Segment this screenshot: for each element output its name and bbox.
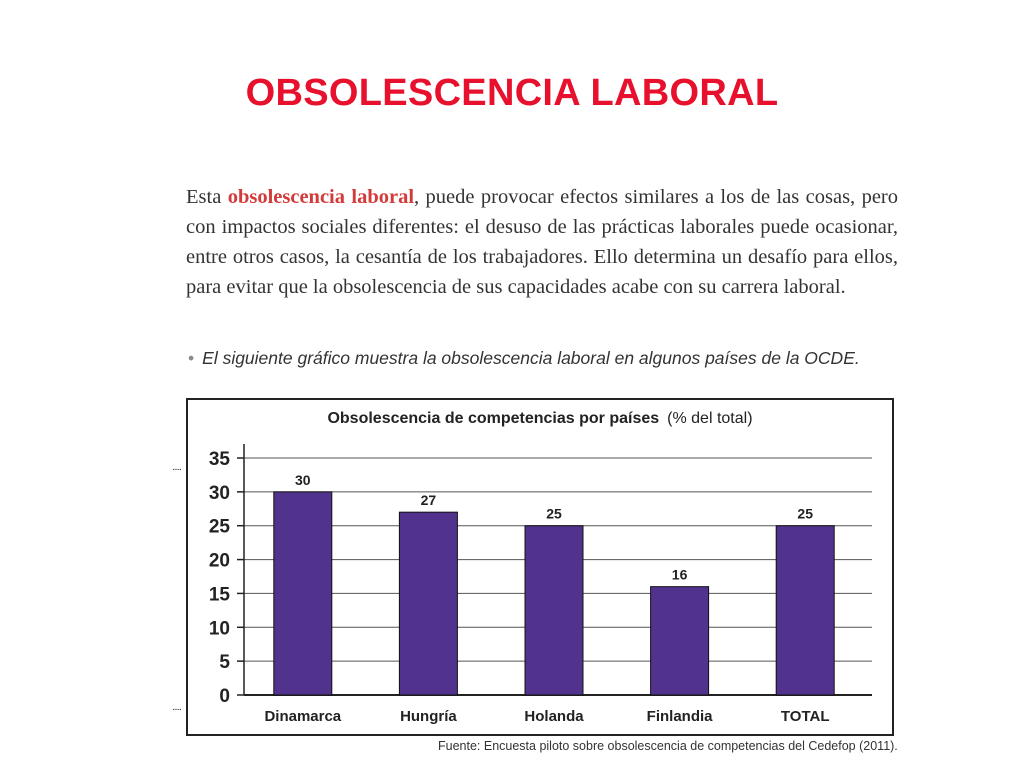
y-tick-label: 10 (208, 618, 230, 640)
bar-value-label: 25 (797, 505, 813, 522)
bar-value-label: 27 (420, 492, 437, 509)
bar-value-label: 30 (295, 471, 311, 488)
intro-highlight: obsolescencia laboral (227, 186, 415, 208)
bar-dinamarca (274, 492, 332, 695)
y-tick-label: 0 (219, 686, 230, 707)
intro-rest: , puede provocar efectos similares a los de las cosas, pero con impactos sociales diferentes: el desuso de las prácticas laborales puede ocasionar, entre otros casos, la cesantía de los trabajadores. Ello determina un desafío para ellos, para evitar que la obsolescencia de sus capacidades acabe con su carrera laboral. (186, 186, 898, 298)
x-category-label: Finlandia (646, 708, 713, 725)
y-tick-label: 20 (208, 550, 230, 572)
bar-total (776, 526, 834, 695)
y-tick-label: 15 (208, 584, 230, 606)
slide-title: OBSOLESCENCIA LABORAL (245, 72, 779, 114)
dotted-marker-top: ..... (172, 462, 181, 473)
bullet-text: El siguiente gráfico muestra la obsolescencia laboral en algunos países de la OCDE. (202, 348, 860, 368)
bar-hungría (399, 512, 457, 695)
intro-lead: Esta (186, 186, 228, 208)
y-tick-label: 5 (219, 652, 230, 674)
dotted-marker-bottom: ..... (172, 702, 181, 713)
y-tick-label: 35 (208, 449, 230, 470)
chart-source: Fuente: Encuesta piloto sobre obsolescencia de competencias del Cedefop (2011). (438, 739, 898, 753)
bar-value-label: 16 (671, 566, 688, 583)
x-category-label: Dinamarca (264, 708, 342, 725)
y-tick-label: 30 (208, 482, 230, 504)
x-category-label: Hungría (400, 708, 457, 725)
bullet-dot-icon: • (188, 348, 195, 368)
bar-holanda (525, 526, 583, 695)
bar-value-label: 25 (546, 505, 562, 522)
bar-finlandia (651, 587, 709, 695)
y-tick-label: 25 (208, 516, 230, 538)
chart-title-unit: (% del total) (667, 410, 753, 427)
x-category-label: TOTAL (780, 708, 830, 725)
x-category-label: Holanda (524, 708, 584, 725)
chart-title-main: Obsolescencia de competencias por países (327, 410, 660, 427)
